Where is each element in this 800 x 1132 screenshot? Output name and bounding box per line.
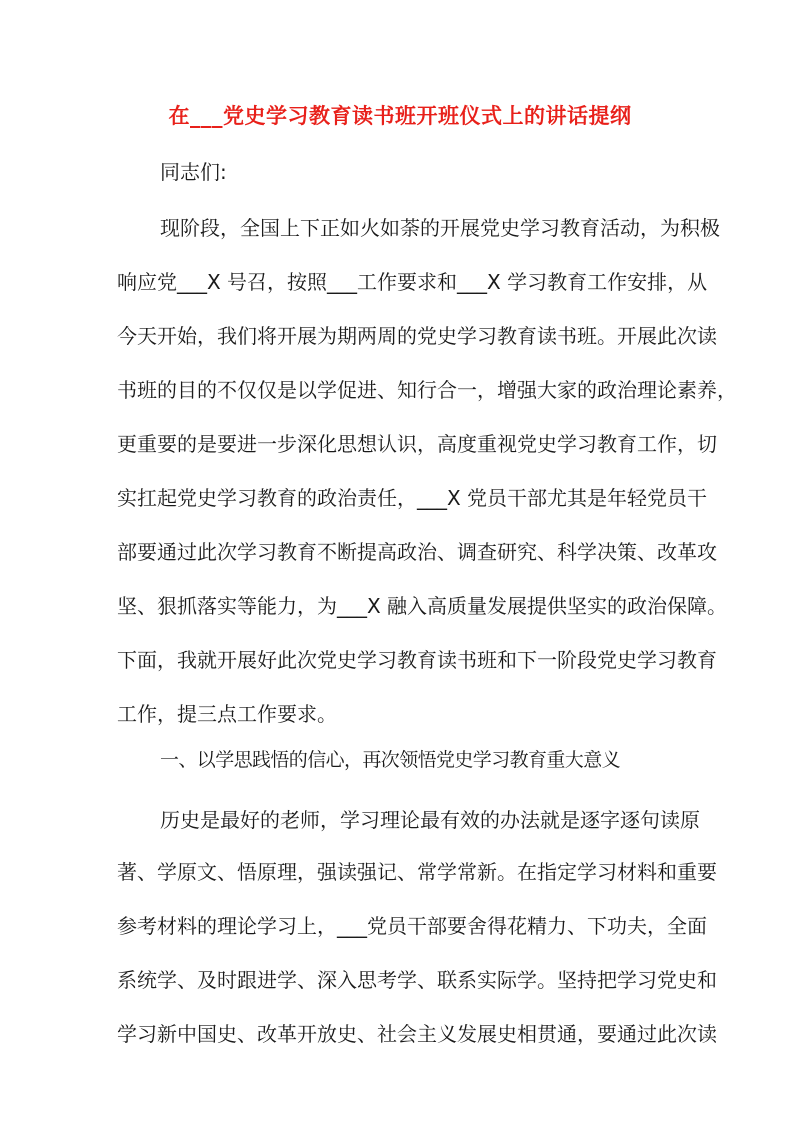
paragraph-line: 系统学、及时跟进学、深入思考学、联系实际学。坚持把学习党史和 xyxy=(117,968,717,992)
document-title: 在___党史学习教育读书班开班仪式上的讲话提纲 xyxy=(168,104,632,128)
paragraph-line: 更重要的是要进一步深化思想认识，高度重视党史学习教育工作，切 xyxy=(117,432,717,456)
paragraph-line: 今天开始，我们将开展为期两周的党史学习教育读书班。开展此次读 xyxy=(117,324,717,348)
paragraph-line: 工作，提三点工作要求。 xyxy=(117,702,337,726)
paragraph-line: 参考材料的理论学习上，___党员干部要舍得花精力、下功夫，全面 xyxy=(117,914,707,938)
paragraph-line: 现阶段，全国上下正如火如荼的开展党史学习教育活动，为积极 xyxy=(160,216,720,240)
section-heading: 一、以学思践悟的信心，再次领悟党史学习教育重大意义 xyxy=(160,749,621,771)
paragraph-line: 实扛起党史学习教育的政治责任，___X 党员干部尤其是年轻党员干 xyxy=(117,486,708,510)
paragraph-line: 书班的目的不仅仅是以学促进、知行合一，增强大家的政治理论素养， xyxy=(117,378,737,402)
paragraph-line: 著、学原文、悟原理，强读强记、常学常新。在指定学习材料和重要 xyxy=(117,860,717,884)
paragraph-line: 历史是最好的老师，学习理论最有效的办法就是逐字逐句读原 xyxy=(160,808,700,832)
paragraph-line: 学习新中国史、改革开放史、社会主义发展史相贯通，要通过此次读 xyxy=(117,1022,717,1046)
paragraph-line: 下面，我就开展好此次党史学习教育读书班和下一阶段党史学习教育 xyxy=(117,648,717,672)
paragraph-line: 坚、狠抓落实等能力，为___X 融入高质量发展提供坚实的政治保障。 xyxy=(117,594,728,618)
greeting: 同志们: xyxy=(160,160,227,184)
paragraph-line: 部要通过此次学习教育不断提高政治、调查研究、科学决策、改革攻 xyxy=(117,540,717,564)
paragraph-line: 响应党___X 号召，按照___工作要求和___X 学习教育工作安排，从 xyxy=(117,270,708,294)
